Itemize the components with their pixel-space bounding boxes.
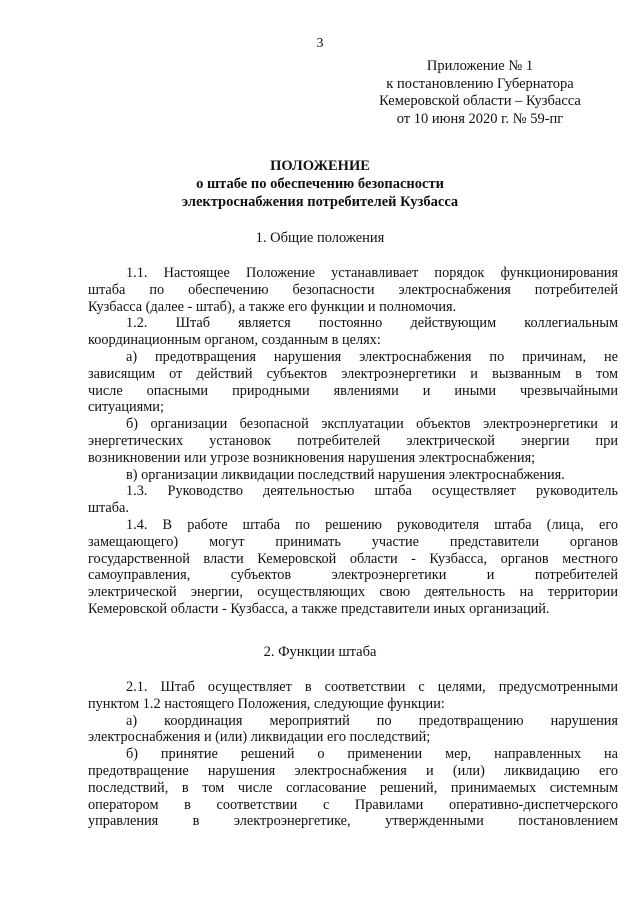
paragraph-line: числе опасными природными явлениями и иными чрезвычайными xyxy=(88,382,618,399)
paragraph-line: в) организации ликвидации последствий нарушения электроснабжения. xyxy=(126,466,565,483)
paragraph-line: координационным органом, созданным в целях: xyxy=(88,332,381,349)
appendix-line: от 10 июня 2020 г. № 59-пг xyxy=(396,110,564,127)
paragraph-line: 2.1. Штаб осуществляет в соответствии с целями, предусмотренными xyxy=(126,679,618,695)
paragraph-line: пунктом 1.2 настоящего Положения, следующие функции: xyxy=(88,695,445,712)
paragraph-line: а) предотвращения нарушения электроснабжения по причинам, не xyxy=(126,348,618,365)
paragraph-line: а) координация мероприятий по предотвращению нарушения xyxy=(126,712,618,729)
document-title xyxy=(0,157,640,211)
paragraph-line: штаба. xyxy=(88,500,129,517)
paragraph-line: замещающего) могут принимать участие представители органов xyxy=(88,533,618,550)
paragraph-line: электроснабжения и (или) ликвидации его последствий; xyxy=(88,729,431,746)
page-number: 3 xyxy=(316,36,324,51)
paragraph-line: штаба по обеспечению безопасности электроснабжения потребителей xyxy=(88,281,618,298)
title-line: о штабе по обеспечению безопасности xyxy=(196,176,444,192)
title-line: ПОЛОЖЕНИЕ xyxy=(270,158,370,174)
section-1-body xyxy=(88,265,618,618)
paragraph-line: самоуправления, субъектов электроэнергетики и потребителей xyxy=(88,567,618,584)
paragraph-line: управления в электроэнергетике, утвержденными постановлением xyxy=(88,813,618,830)
paragraph-line: 1.1. Настоящее Положение устанавливает порядок функционирования xyxy=(126,265,618,281)
paragraph-line: зависящим от действий субъектов электроэнергетики и вызванным в том xyxy=(88,365,618,382)
paragraph-line: Кемеровской области - Кузбасса, а также представители иных организаций. xyxy=(88,600,550,617)
appendix-line: Кемеровской области – Кузбасса xyxy=(379,93,581,109)
paragraph-line: последствий, в том числе согласование решений, принимаемых системным xyxy=(88,779,618,796)
paragraph-line: 1.3. Руководство деятельностью штаба осуществляет руководитель xyxy=(126,483,618,500)
paragraph-line: б) организации безопасной эксплуатации объектов электроэнергетики и xyxy=(126,416,618,433)
section-1-heading: 1. Общие положения xyxy=(255,230,385,246)
section-2-heading: 2. Функции штаба xyxy=(263,644,377,660)
appendix-header xyxy=(330,58,630,128)
section-2-body xyxy=(88,679,618,830)
paragraph-line: возникновении или угрозе возникновения нарушения электроснабжения; xyxy=(88,449,536,466)
paragraph-line: оператором в соответствии с Правилами оперативно-диспетчерского xyxy=(88,796,618,813)
paragraph-line: б) принятие решений о применении мер, направленных на xyxy=(126,746,618,763)
appendix-line: к постановлению Губернатора xyxy=(386,75,574,92)
paragraph-line: 1.4. В работе штаба по решению руководителя штаба (лица, его xyxy=(126,516,618,533)
appendix-line: Приложение № 1 xyxy=(426,58,534,74)
title-line: электроснабжения потребителей Кузбасса xyxy=(181,194,459,210)
paragraph-line: электрической энергии, осуществляющих свою деятельность на территории xyxy=(88,584,618,601)
paragraph-line: Кузбасса (далее - штаб), а также его функции и полномочия. xyxy=(88,298,457,315)
paragraph-line: государственной власти Кемеровской области - Кузбасса, органов местного xyxy=(88,550,618,567)
paragraph-line: 1.2. Штаб является постоянно действующим коллегиальным xyxy=(126,315,618,332)
paragraph-line: предотвращение нарушения электроснабжения и (или) ликвидацию его xyxy=(88,762,618,779)
paragraph-line: энергетических установок потребителей электрической энергии при xyxy=(88,432,618,449)
paragraph-line: ситуациями; xyxy=(88,399,164,416)
